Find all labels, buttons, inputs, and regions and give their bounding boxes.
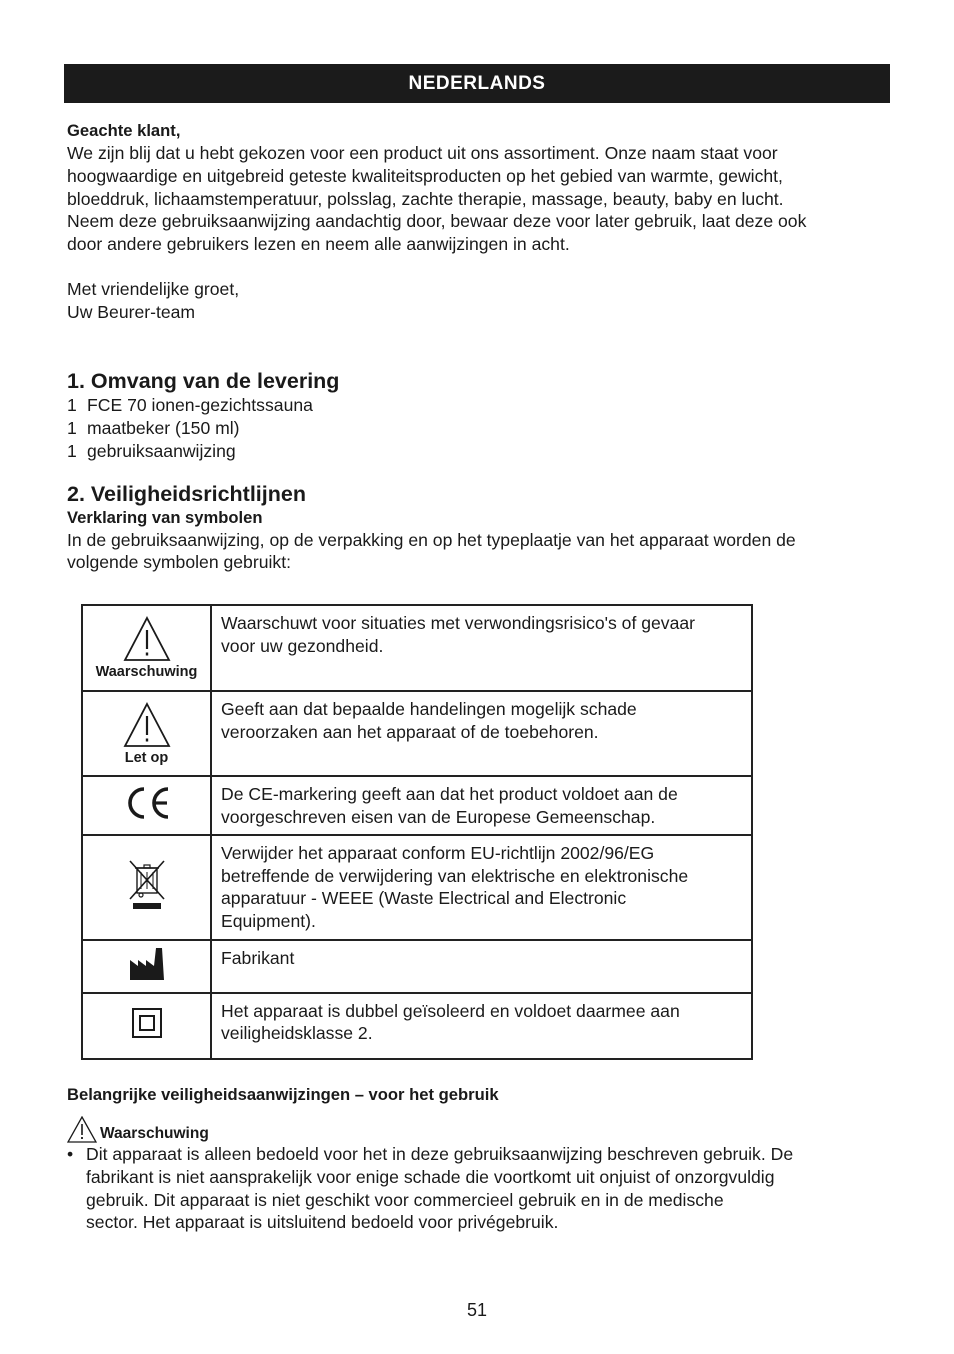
table-row <box>82 691 752 776</box>
bullet-line: Dit apparaat is alleen bedoeld voor het in deze gebruiksaanwijzing beschreven gebruik. De <box>86 1144 794 1164</box>
section-2-intro-line: volgende symbolen gebruikt: <box>67 552 291 573</box>
symbol-description-line: betreffende de verwijdering van elektrische en elektronische <box>221 865 689 886</box>
table-row <box>82 776 752 835</box>
symbol-description-line: voorgeschreven eisen van de Europese Gemeenschap. <box>221 806 656 827</box>
list-item: 1 maatbeker (150 ml) <box>67 417 240 438</box>
symbol-description-line: De CE-markering geeft aan dat het product voldoet aan de <box>221 784 678 804</box>
symbols-table <box>81 604 753 1060</box>
bullet-dot: • <box>67 1144 74 1164</box>
ce-mark-icon <box>123 786 171 820</box>
symbol-description-line: Het apparaat is dubbel geïsoleerd en voldoet daarmee aan <box>221 1000 680 1021</box>
safety-section <box>67 1084 867 1234</box>
symbol-label: Let op <box>124 749 169 766</box>
double-insulation-icon <box>131 1007 163 1039</box>
language-header-bar <box>64 64 890 103</box>
symbol-description-line: Geeft aan dat bepaalde handelingen mogelijk schade <box>221 699 637 719</box>
symbol-description-line: Waarschuwt voor situaties met verwondingsrisico's of gevaar <box>221 613 696 633</box>
language-title: NEDERLANDS <box>408 72 546 94</box>
manufacturer-factory-icon <box>128 946 166 982</box>
intro-line: Neem deze gebruiksaanwijzing aandachtig door, bewaar deze voor later gebruik, laat deze ook <box>67 211 807 232</box>
page-number: 51 <box>466 1300 488 1320</box>
section-1-title: 1. Omvang van de levering <box>67 368 340 393</box>
symbol-description-line: Fabrikant <box>221 947 295 968</box>
warning-triangle-icon <box>123 616 171 662</box>
warning-label-row <box>67 1116 867 1143</box>
intro-line: door andere gebruikers lezen en neem alle aanwijzingen in acht. <box>67 234 570 255</box>
warning-triangle-icon <box>67 1116 97 1143</box>
symbol-description-line: veiligheidsklasse 2. <box>221 1023 373 1044</box>
signature: Uw Beurer-team <box>67 301 196 322</box>
intro-line: bloeddruk, lichaamstemperatuur, polsslag, zachte therapie, massage, beauty, baby en lucht. <box>67 188 784 209</box>
list-item: 1 gebruiksaanwijzing <box>67 440 236 461</box>
symbol-description-line: veroorzaken aan het apparaat of de toebehoren. <box>221 721 599 742</box>
symbols-subtitle: Verklaring van symbolen <box>67 507 263 527</box>
bullet-line: sector. Het apparaat is uitsluitend bedoeld voor privégebruik. <box>86 1212 559 1233</box>
symbol-label: Waarschuwing <box>95 664 198 680</box>
table-row <box>82 835 752 939</box>
caution-triangle-icon <box>123 702 171 748</box>
symbol-description-line: Equipment). <box>221 910 316 931</box>
warning-label: Waarschuwing <box>100 1125 209 1142</box>
symbol-description-line: Verwijder het apparaat conform EU-richtlijn 2002/96/EG <box>221 843 655 864</box>
safety-heading: Belangrijke veiligheidsaanwijzingen – voor het gebruik <box>67 1085 499 1104</box>
table-row <box>82 940 752 993</box>
bullet-line: gebruik. Dit apparaat is niet geschikt voor commercieel gebruik en in de medische <box>86 1189 724 1210</box>
list-item <box>67 1143 867 1234</box>
salutation: Geachte klant, <box>67 121 181 140</box>
section-2-title: 2. Veiligheidsrichtlijnen <box>67 481 306 506</box>
table-row <box>82 605 752 691</box>
intro-line: hoogwaardige en uitgebreid geteste kwaliteitsproducten op het gebied van warmte, gewicht, <box>67 165 783 186</box>
closing: Met vriendelijke groet, <box>67 278 240 299</box>
symbol-description-line: apparatuur - WEEE (Waste Electrical and Electronic <box>221 888 627 909</box>
bullet-line: fabrikant is niet aansprakelijk voor enige schade die voortkomt uit onjuist of onzorgvuldig <box>86 1166 775 1187</box>
intro-section <box>67 120 867 574</box>
table-row <box>82 993 752 1059</box>
list-item: 1 FCE 70 ionen-gezichtssauna <box>67 394 313 415</box>
weee-crossed-bin-icon <box>127 859 167 911</box>
symbol-description-line: voor uw gezondheid. <box>221 635 384 656</box>
intro-line: We zijn blij dat u hebt gekozen voor een product uit ons assortiment. Onze naam staat voor <box>67 143 778 163</box>
section-2-intro-line: In de gebruiksaanwijzing, op de verpakking en op het typeplaatje van het apparaat worden de <box>67 529 796 550</box>
